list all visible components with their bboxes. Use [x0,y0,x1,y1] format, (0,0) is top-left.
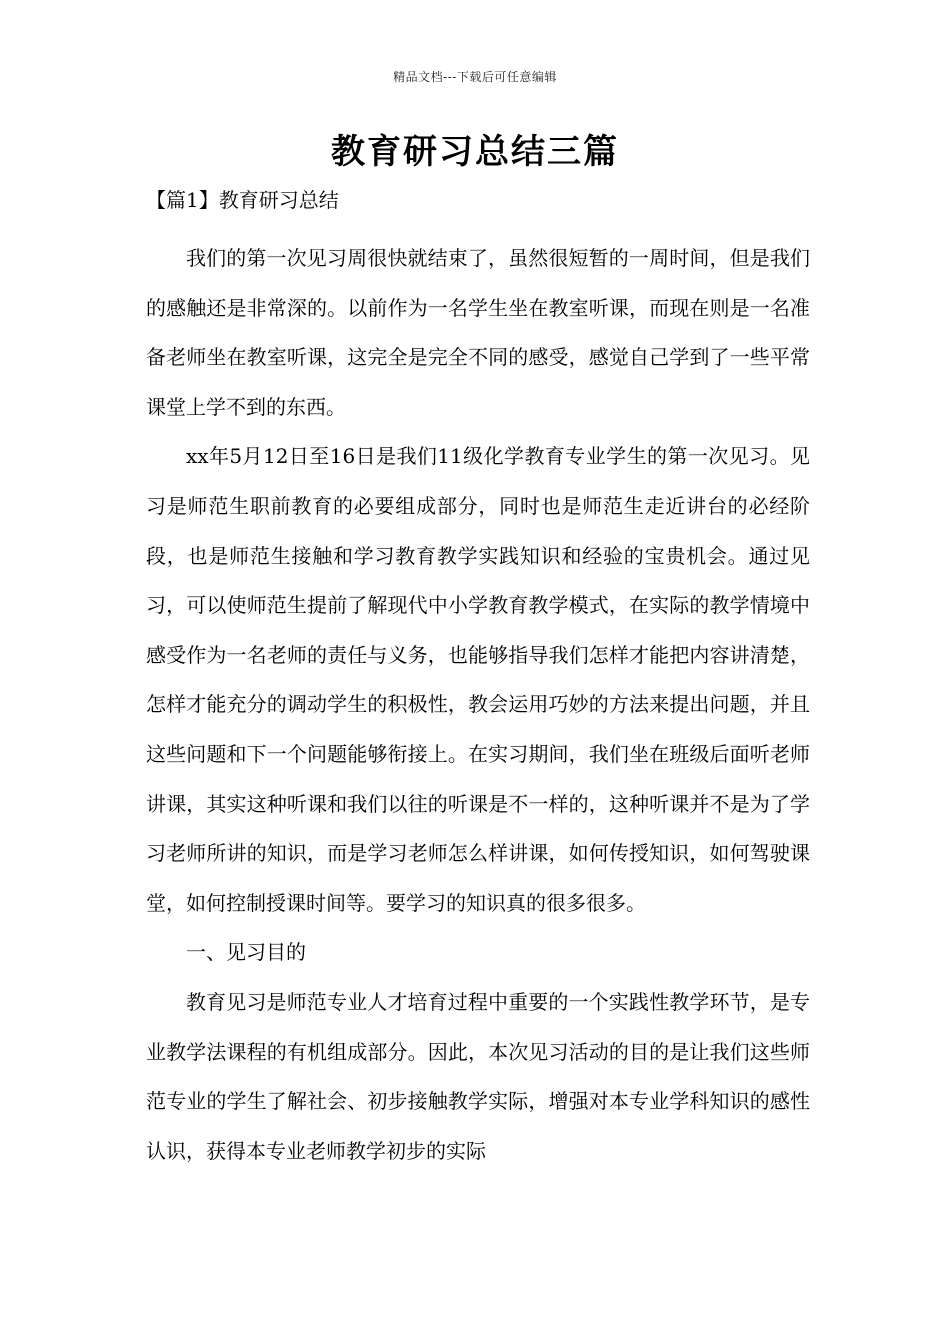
section-heading: 【篇1】教育研习总结 [146,188,339,212]
paragraph-1: 我们的第一次见习周很快就结束了，虽然很短暂的一周时间，但是我们的感触还是非常深的。以前作为一名学生坐在教室听课，而现在则是一名准备老师坐在教室听课，这完全是完全不同的感受，感觉自己学到了一些平常课堂上学不到的东西。 [146,246,810,419]
paragraph-3: 教育见习是师范专业人才培育过程中重要的一个实践性教学环节，是专业教学法课程的有机组成部分。因此，本次见习活动的目的是让我们这些师范专业的学生了解社会、初步接触教学实际，增强对本专业学科知识的感性认识，获得本专业老师教学初步的实际 [146,989,810,1163]
paragraph-2: xx年5月12日至16日是我们11级化学教育专业学生的第一次见习。见习是师范生职前教育的必要组成部分，同时也是师范生走近讲台的必经阶段，也是师范生接触和学习教育教学实践知识和经验的宝贵机会。通过见习，可以使师范生提前了解现代中小学教育教学模式，在实际的教学情境中感受作为一名老师的责任与义务，也能够指导我们怎样才能把内容讲清楚，怎样才能充分的调动学生的积极性，教会运用巧妙的方法来提出问题，并且这些问题和下一个问题能够衔接上。在实习期间，我们坐在班级后面听老师讲课，其实这种听课和我们以往的听课是不一样的，这种听课并不是为了学习老师所讲的知识，而是学习老师怎么样讲课，如何传授知识，如何驾驶课堂，如何控制授课时间等。要学习的知识真的很多很多。 [146,444,810,915]
document-title: 教育研习总结三篇 [331,132,619,172]
document-body [146,234,810,1176]
subheading-purpose: 一、见习目的 [186,940,306,965]
header-note: 精品文档---下载后可任意编辑 [393,70,557,84]
